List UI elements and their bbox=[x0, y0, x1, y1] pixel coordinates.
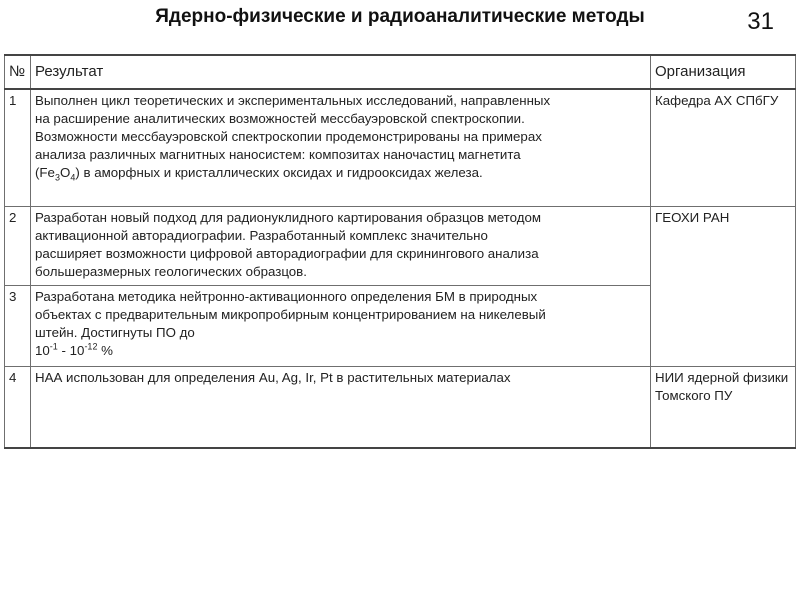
row-number: 4 bbox=[5, 367, 31, 449]
result-line: анализа различных магнитных наносистем: композитах наночастиц магнетита bbox=[35, 147, 521, 162]
formula-subscript-4: 4 bbox=[70, 172, 76, 183]
row-number: 2 bbox=[5, 207, 31, 286]
result-line: Разработана методика нейтронно-активационного определения БМ в природных bbox=[35, 289, 538, 304]
organization-cell: НИИ ядерной физики Томского ПУ bbox=[651, 367, 796, 449]
result-cell bbox=[31, 207, 651, 286]
result-line: расширяет возможности цифровой авторадиографии для скринингового анализа bbox=[35, 246, 539, 261]
limit-base-2: 10 bbox=[69, 343, 85, 358]
result-cell bbox=[31, 367, 651, 449]
formula-line bbox=[35, 164, 646, 182]
column-header-result: Результат bbox=[31, 55, 651, 89]
slide-title: Ядерно-физические и радиоаналитические методы bbox=[155, 6, 645, 27]
row-number: 3 bbox=[5, 286, 31, 367]
column-header-organization: Организация bbox=[651, 55, 796, 89]
table-row bbox=[5, 89, 796, 207]
table-header-row bbox=[5, 55, 796, 89]
detection-limit-line bbox=[35, 342, 646, 360]
formula-open: (Fe bbox=[35, 165, 55, 180]
result-line: Возможности мессбауэровской спектроскопии продемонстрированы на примерах bbox=[35, 129, 542, 144]
limit-exponent-1: -1 bbox=[49, 341, 58, 352]
table-row bbox=[5, 367, 796, 449]
column-header-number: № bbox=[5, 55, 31, 89]
result-cell bbox=[31, 286, 651, 367]
result-line: активационной авторадиографии. Разработанный комплекс значительно bbox=[35, 228, 488, 243]
formula-subscript-3: 3 bbox=[54, 172, 60, 183]
result-line: на расширение аналитических возможностей мессбауэровской спектроскопии. bbox=[35, 111, 525, 126]
formula-close: ) в аморфных и кристаллических оксидах и гидрооксидах железа. bbox=[75, 165, 483, 180]
result-line: штейн. Достигнуты ПО до bbox=[35, 325, 195, 340]
formula-mid: O bbox=[59, 165, 71, 180]
organization-cell: Кафедра АХ СПбГУ bbox=[651, 89, 796, 207]
result-line: Выполнен цикл теоретических и экспериментальных исследований, направленных bbox=[35, 93, 551, 108]
organization-cell: ГЕОХИ РАН bbox=[651, 207, 796, 367]
result-line: Разработан новый подход для радионуклидного картирования образцов методом bbox=[35, 210, 542, 225]
table-row bbox=[5, 207, 796, 286]
row-number: 1 bbox=[5, 89, 31, 207]
result-line: НАА использован для определения Au, Ag, Ir, Pt в растительных материалах bbox=[35, 370, 511, 385]
results-table bbox=[4, 54, 796, 449]
result-line: большеразмерных геологических образцов. bbox=[35, 264, 307, 279]
result-line: объектах с предварительным микропробирным концентрированием на никелевый bbox=[35, 307, 546, 322]
limit-unit: % bbox=[97, 343, 113, 358]
result-cell bbox=[31, 89, 651, 207]
limit-base-1: 10 bbox=[35, 343, 50, 358]
limit-separator: - bbox=[57, 343, 70, 358]
page-number: 31 bbox=[747, 8, 774, 35]
limit-exponent-2: -12 bbox=[84, 341, 98, 352]
